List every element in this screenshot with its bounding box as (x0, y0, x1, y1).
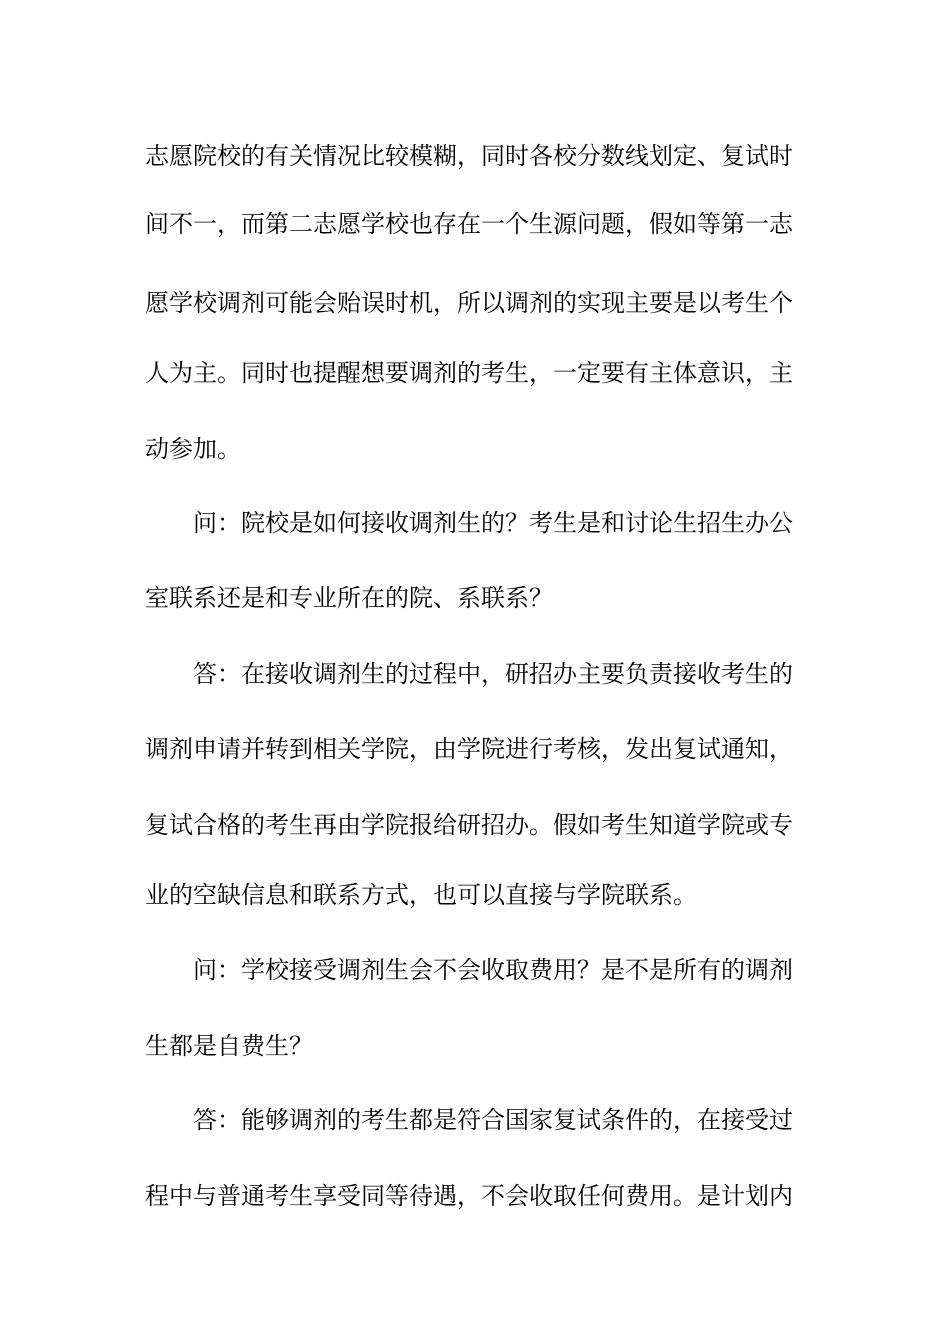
text-line: 愿学校调剂可能会贻误时机，所以调剂的实现主要是以考生个 (145, 289, 793, 317)
text-line: 志愿院校的有关情况比较模糊，同时各校分数线划定、复试时 (145, 142, 793, 170)
text-line: 人为主。同时也提醒想要调剂的考生，一定要有主体意识，主 (145, 359, 793, 387)
text-line: 间不一，而第二志愿学校也存在一个生源问题，假如等第一志 (145, 210, 793, 238)
text-line: 业的空缺信息和联系方式，也可以直接与学院联系。 (145, 881, 697, 909)
text-line: 程中与普通考生享受同等待遇，不会收取任何费用。是计划内 (145, 1182, 793, 1210)
question-line: 问：院校是如何接收调剂生的？考生是和讨论生招生办公 (193, 509, 793, 537)
answer-line: 答：在接收调剂生的过程中，研招办主要负责接收考生的 (193, 660, 793, 688)
question-line: 问：学校接受调剂生会不会收取费用？是不是所有的调剂 (193, 956, 793, 984)
text-line: 复试合格的考生再由学院报给研招办。假如考生知道学院或专 (145, 811, 793, 839)
text-line: 室联系还是和专业所在的院、系联系？ (145, 584, 553, 612)
text-line: 动参加。 (145, 435, 241, 463)
text-line: 调剂申请并转到相关学院，由学院进行考核，发出复试通知， (145, 735, 793, 763)
text-line: 生都是自费生？ (145, 1032, 313, 1060)
answer-line: 答：能够调剂的考生都是符合国家复试条件的，在接受过 (193, 1106, 793, 1134)
